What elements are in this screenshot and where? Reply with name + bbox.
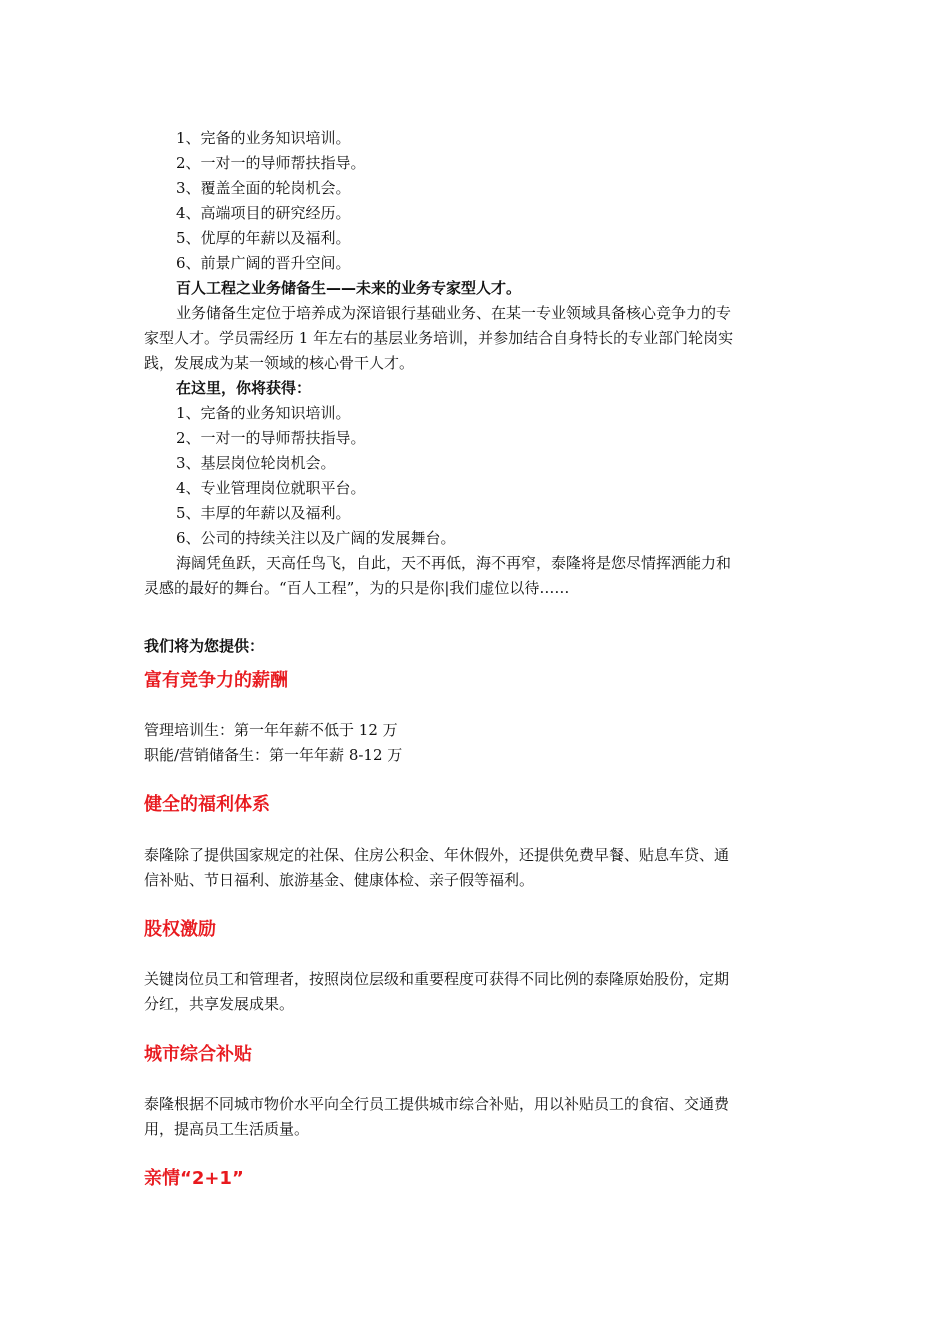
- list-item: 3、基层岗位轮岗机会。: [176, 454, 336, 472]
- heading-family: 亲情“2+1”: [144, 1168, 244, 1189]
- heading-salary: 富有竞争力的薪酬: [144, 670, 288, 691]
- gain-title: 在这里，你将获得：: [176, 379, 312, 397]
- heading-welfare: 健全的福利体系: [144, 794, 270, 815]
- paragraph-line: 家型人才。学员需经历 1 年左右的基层业务培训，并参加结合自身特长的专业部门轮岗实: [144, 329, 734, 347]
- list-item: 1、完备的业务知识培训。: [176, 129, 351, 147]
- paragraph-line: 泰隆除了提供国家规定的社保、住房公积金、年休假外，还提供免费早餐、贴息车贷、通: [144, 846, 730, 864]
- list-item: 4、专业管理岗位就职平台。: [176, 479, 366, 497]
- paragraph-line: 业务储备生定位于培养成为深谙银行基础业务、在某一专业领域具备核心竞争力的专: [176, 304, 732, 322]
- section-title: 百人工程之业务储备生——未来的业务专家型人才。: [176, 279, 522, 297]
- paragraph-line: 管理培训生：第一年年薪不低于 12 万: [144, 721, 398, 739]
- closing-line: 海阔凭鱼跃，天高任鸟飞，自此，天不再低，海不再窄，泰隆将是您尽情挥洒能力和: [176, 554, 732, 572]
- list-item: 1、完备的业务知识培训。: [176, 404, 351, 422]
- closing-line: 灵感的最好的舞台。“百人工程”，为的只是你|我们虚位以待……: [144, 579, 570, 597]
- list-item: 5、丰厚的年薪以及福利。: [176, 504, 351, 522]
- paragraph-line: 信补贴、节日福利、旅游基金、健康体检、亲子假等福利。: [144, 871, 535, 889]
- paragraph-line: 分红，共享发展成果。: [144, 995, 295, 1013]
- offer-title: 我们将为您提供：: [144, 637, 265, 655]
- list-item: 2、一对一的导师帮扶指导。: [176, 429, 366, 447]
- paragraph-line: 践，发展成为某一领域的核心骨干人才。: [144, 354, 415, 372]
- list-item: 6、前景广阔的晋升空间。: [176, 254, 351, 272]
- heading-city-subsidy: 城市综合补贴: [144, 1044, 252, 1065]
- list-item: 5、优厚的年薪以及福利。: [176, 229, 351, 247]
- list-item: 4、高端项目的研究经历。: [176, 204, 351, 222]
- paragraph-line: 泰隆根据不同城市物价水平向全行员工提供城市综合补贴，用以补贴员工的食宿、交通费: [144, 1095, 730, 1113]
- heading-equity: 股权激励: [144, 919, 216, 940]
- list-item: 3、覆盖全面的轮岗机会。: [176, 179, 351, 197]
- list-item: 2、一对一的导师帮扶指导。: [176, 154, 366, 172]
- paragraph-line: 用，提高员工生活质量。: [144, 1120, 310, 1138]
- list-item: 6、公司的持续关注以及广阔的发展舞台。: [176, 529, 456, 547]
- paragraph-line: 职能/营销储备生：第一年年薪 8-12 万: [144, 746, 403, 764]
- paragraph-line: 关键岗位员工和管理者，按照岗位层级和重要程度可获得不同比例的泰隆原始股份，定期: [144, 970, 730, 988]
